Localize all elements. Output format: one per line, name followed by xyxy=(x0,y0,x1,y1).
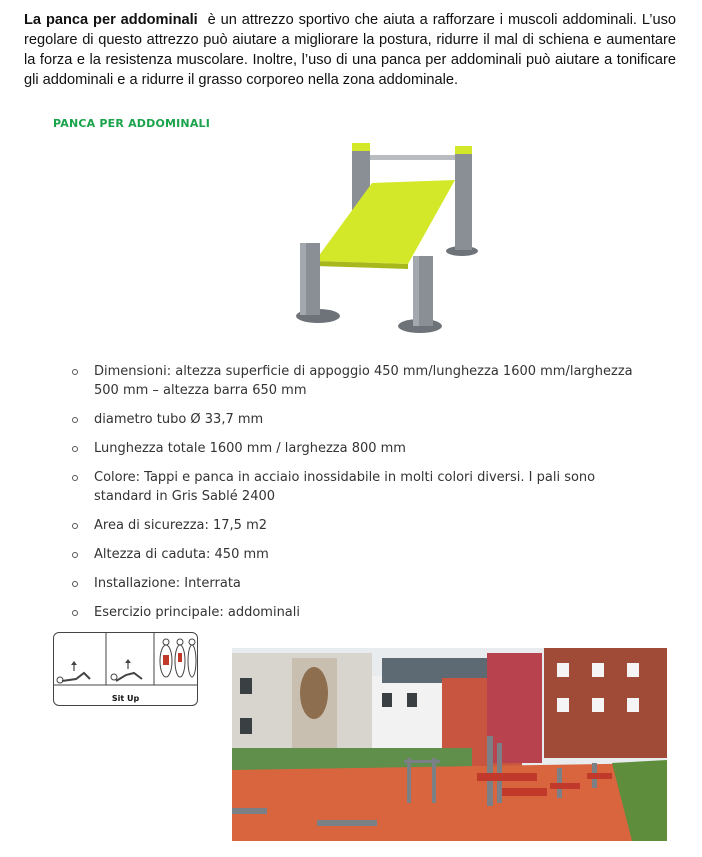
bench-product-image xyxy=(280,128,510,343)
spec-item: Installazione: Interrata xyxy=(70,574,640,593)
spec-item: Esercizio principale: addominali xyxy=(70,603,640,622)
intro-paragraph xyxy=(24,10,676,90)
playground-photo xyxy=(232,648,667,841)
spec-item: Altezza di caduta: 450 mm xyxy=(70,545,640,564)
exercise-diagram xyxy=(53,632,198,706)
exercise-label: Sit Up xyxy=(111,694,140,703)
spec-item: diametro tubo Ø 33,7 mm xyxy=(70,410,640,429)
spec-item: Colore: Tappi e panca in acciaio inossidabile in molti colori diversi. I pali sono standard in Gris Sablé 2400 xyxy=(70,468,640,506)
spec-item: Lunghezza totale 1600 mm / larghezza 800 mm xyxy=(70,439,640,458)
spec-item: Dimensioni: altezza superficie di appoggio 450 mm/lunghezza 1600 mm/larghezza 500 mm – altezza barra 650 mm xyxy=(70,362,640,400)
intro-text: è un attrezzo sportivo che aiuta a rafforzare i muscoli addominali. L’uso regolare di questo attrezzo può aiutare a migliorare la postura, ridurre il mal di schiena e aumentare la forza e la resistenza muscolare. Inoltre, l’uso di una panca per addominali può aiutare a tonificare gli addominali e a ridurre il grasso corporeo nella zona addominale. xyxy=(24,12,676,88)
specs-list xyxy=(70,362,640,632)
spec-item: Area di sicurezza: 17,5 m2 xyxy=(70,516,640,535)
section-title: PANCA PER ADDOMINALI xyxy=(53,117,211,130)
intro-bold-term: La panca per addominali xyxy=(24,12,198,28)
sit-up-illustration xyxy=(54,633,198,693)
